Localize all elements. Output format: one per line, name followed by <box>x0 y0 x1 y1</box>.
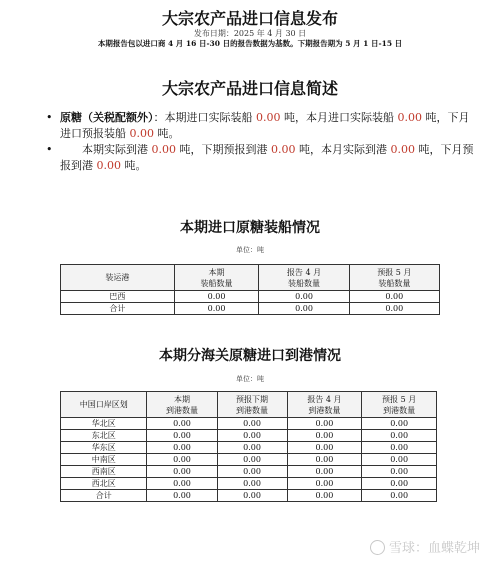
table-cell: 0.00 <box>287 478 362 490</box>
table-cell: 0.00 <box>362 466 437 478</box>
table-cell: 0.00 <box>217 442 287 454</box>
table-cell: 0.00 <box>147 454 217 466</box>
value: 0.00 <box>397 111 422 124</box>
summary-title: 大宗农产品进口信息简述 <box>161 79 338 98</box>
column-header: 本期 到港数量 <box>147 392 217 418</box>
table-header-row <box>61 392 437 418</box>
column-header: 中国口岸区划 <box>61 392 147 418</box>
arrival-unit: 单位：吨 <box>236 375 264 383</box>
column-header: 装运港 <box>61 265 175 291</box>
shipping-unit: 单位：吨 <box>236 246 264 254</box>
table-cell: 0.00 <box>147 466 217 478</box>
table-cell: 0.00 <box>174 303 259 315</box>
table-cell: 西南区 <box>61 466 147 478</box>
text-segment: 吨。 <box>154 127 180 140</box>
table-row <box>61 490 437 502</box>
shipping-section-title: 本期进口原糖装船情况 <box>180 220 320 236</box>
table-cell: 0.00 <box>147 418 217 430</box>
table-cell: 巴西 <box>61 291 175 303</box>
table-cell: 0.00 <box>217 466 287 478</box>
watermark-text: 雪球：血蝶乾坤 <box>388 541 480 556</box>
table-cell: 0.00 <box>287 442 362 454</box>
raw-sugar-label: 原糖（关税配额外） <box>60 111 154 124</box>
table-cell: 中南区 <box>61 454 147 466</box>
table-row <box>61 454 437 466</box>
text-segment: 吨，下期预报到港 <box>176 143 271 156</box>
table-cell: 0.00 <box>217 454 287 466</box>
arrival-section-title: 本期分海关原糖进口到港情况 <box>159 348 341 364</box>
table-row <box>61 466 437 478</box>
value: 0.00 <box>129 127 154 140</box>
report-period-note: 本期报告包以进口商 4 月 16 日-30 日的报告数据为基数。下期报告期为 5 月 1 日-15 日 <box>97 39 403 48</box>
table-cell: 合计 <box>61 490 147 502</box>
column-header: 报告 4 月 装船数量 <box>259 265 349 291</box>
table-cell: 0.00 <box>147 478 217 490</box>
table-cell: 华北区 <box>61 418 147 430</box>
arrival-table <box>60 391 437 502</box>
column-header: 本期 装船数量 <box>174 265 259 291</box>
table-cell: 0.00 <box>147 430 217 442</box>
table-cell: 0.00 <box>259 303 349 315</box>
table-row <box>61 303 440 315</box>
table-cell: 0.00 <box>147 442 217 454</box>
value: 0.00 <box>256 111 281 124</box>
table-cell: 0.00 <box>217 430 287 442</box>
text-segment: 吨，下月进口预报装船 <box>60 111 470 140</box>
text-segment: ：本期进口实际装船 <box>153 111 256 124</box>
table-cell: 0.00 <box>287 430 362 442</box>
column-header: 预报下期 到港数量 <box>217 392 287 418</box>
table-cell: 0.00 <box>287 466 362 478</box>
table-cell: 0.00 <box>362 490 437 502</box>
table-cell: 0.00 <box>362 442 437 454</box>
table-cell: 0.00 <box>349 303 439 315</box>
table-cell: 0.00 <box>362 454 437 466</box>
value: 0.00 <box>271 143 296 156</box>
table-cell: 华东区 <box>61 442 147 454</box>
snowball-logo-icon <box>370 540 385 555</box>
column-header: 预报 5 月 到港数量 <box>362 392 437 418</box>
table-cell: 0.00 <box>217 418 287 430</box>
page-title: 大宗农产品进口信息发布 <box>161 9 338 28</box>
table-row <box>61 478 437 490</box>
table-cell: 0.00 <box>362 430 437 442</box>
table-cell: 0.00 <box>259 291 349 303</box>
table-row <box>61 442 437 454</box>
table-cell: 0.00 <box>217 490 287 502</box>
table-header-row <box>61 265 440 291</box>
table-cell: 0.00 <box>174 291 259 303</box>
table-cell: 0.00 <box>287 490 362 502</box>
column-header: 预报 5 月 装船数量 <box>349 265 439 291</box>
table-cell: 0.00 <box>217 478 287 490</box>
value: 0.00 <box>151 143 176 156</box>
table-cell: 0.00 <box>287 418 362 430</box>
value: 0.00 <box>390 143 415 156</box>
table-cell: 0.00 <box>362 418 437 430</box>
column-header: 报告 4 月 到港数量 <box>287 392 362 418</box>
shipping-table <box>60 264 440 315</box>
text-segment: 吨，本月进口实际装船 <box>280 111 398 124</box>
table-cell: 西北区 <box>61 478 147 490</box>
summary-item-arrivals <box>48 142 478 174</box>
table-cell: 0.00 <box>349 291 439 303</box>
watermark <box>370 537 480 556</box>
table-cell: 0.00 <box>362 478 437 490</box>
table-cell: 东北区 <box>61 430 147 442</box>
text-segment: 本期实际到港 <box>82 143 152 156</box>
value: 0.00 <box>96 159 121 172</box>
text-segment: 吨，本月实际到港 <box>295 143 391 156</box>
table-row <box>61 430 437 442</box>
table-cell: 0.00 <box>287 454 362 466</box>
text-segment: 吨。 <box>121 159 147 172</box>
table-row <box>61 291 440 303</box>
table-cell: 0.00 <box>147 490 217 502</box>
table-cell: 合计 <box>61 303 175 315</box>
table-row <box>61 418 437 430</box>
publish-date: 发布日期：2025 年 4 月 30 日 <box>193 29 307 38</box>
text-segment: 吨，下月预报到港 <box>60 143 474 172</box>
summary-item-raw-sugar <box>48 110 478 142</box>
summary-list <box>48 110 478 174</box>
